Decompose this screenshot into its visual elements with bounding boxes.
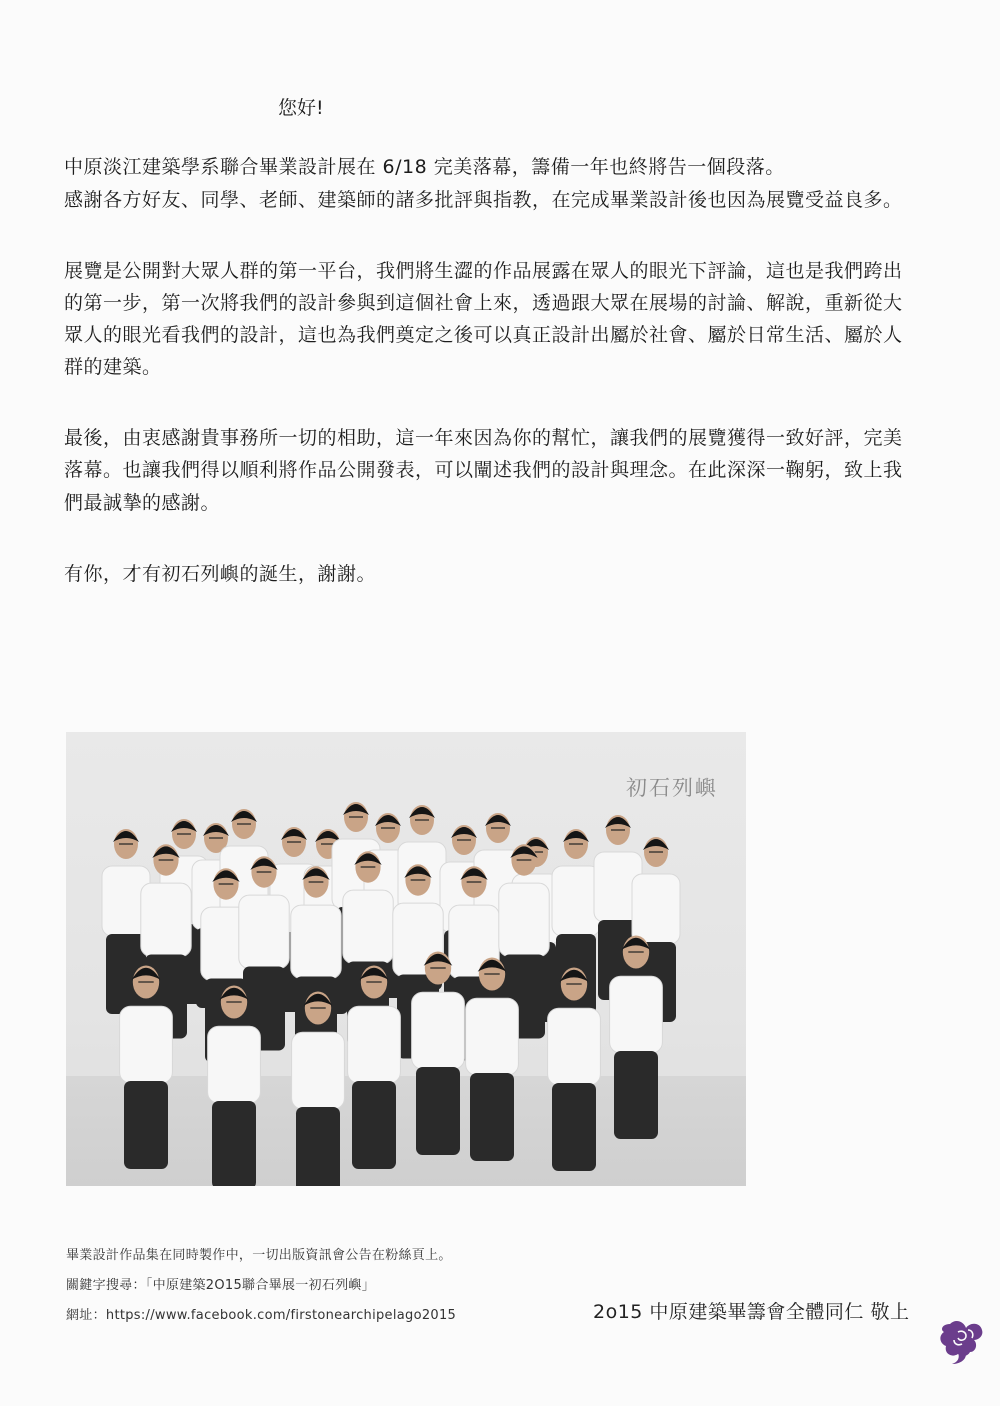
paragraph-4-line-1: 有你，才有初石列嶼的誕生，謝謝。 [64, 563, 377, 585]
group-of-people [66, 732, 746, 1186]
paragraph-1-line-2: 感謝各方好友、同學、老師、建築師的諸多批評與指教，在完成畢業設計後也因為展覽受益良多。 [64, 189, 903, 211]
footer-note-keyword: 關鍵字搜尋：「中原建築2O15聯合畢展一初石列嶼」 [66, 1278, 376, 1293]
paragraph-2-line-4: 群的建築。 [64, 356, 162, 378]
greeting: 您好! [278, 97, 324, 119]
paragraph-3-line-2: 落幕。也讓我們得以順利將作品公開發表，可以闡述我們的設計與理念。在此深深一鞠躬，致上我 [64, 459, 903, 481]
paragraph-2-line-3: 眾人的眼光看我們的設計，這也為我們奠定之後可以真正設計出屬於社會、屬於日常生活、屬於人 [64, 324, 903, 346]
paragraph-2-line-2: 的第一步，第一次將我們的設計參與到這個社會上來，透過跟大眾在展場的討論、解說，重新從大 [64, 292, 903, 314]
paragraph-1-line-1: 中原淡江建築學系聯合畢業設計展在 6/18 完美落幕，籌備一年也終將告一個段落。 [64, 156, 785, 178]
paragraph-2-line-1: 展覽是公開對大眾人群的第一平台，我們將生澀的作品展露在眾人的眼光下評論，這也是我們跨出 [64, 260, 903, 282]
signature: 2o15 中原建築畢籌會全體同仁 敬上 [593, 1301, 910, 1323]
group-photo [66, 732, 746, 1186]
rose-logo-icon [940, 1318, 990, 1366]
paragraph-3-line-1: 最後，由衷感謝貴事務所一切的相助，這一年來因為你的幫忙，讓我們的展覽獲得一致好評，完美 [64, 427, 903, 449]
footer-note-url: 網址：https://www.facebook.com/firstonearchipelago2015 [66, 1308, 457, 1323]
footer-note-portfolio: 畢業設計作品集在同時製作中，一切出版資訊會公告在粉絲頁上。 [66, 1248, 452, 1263]
paragraph-3-line-3: 們最誠摯的感謝。 [64, 492, 221, 514]
photo-wall-sign: 初石列嶼 [626, 776, 718, 800]
